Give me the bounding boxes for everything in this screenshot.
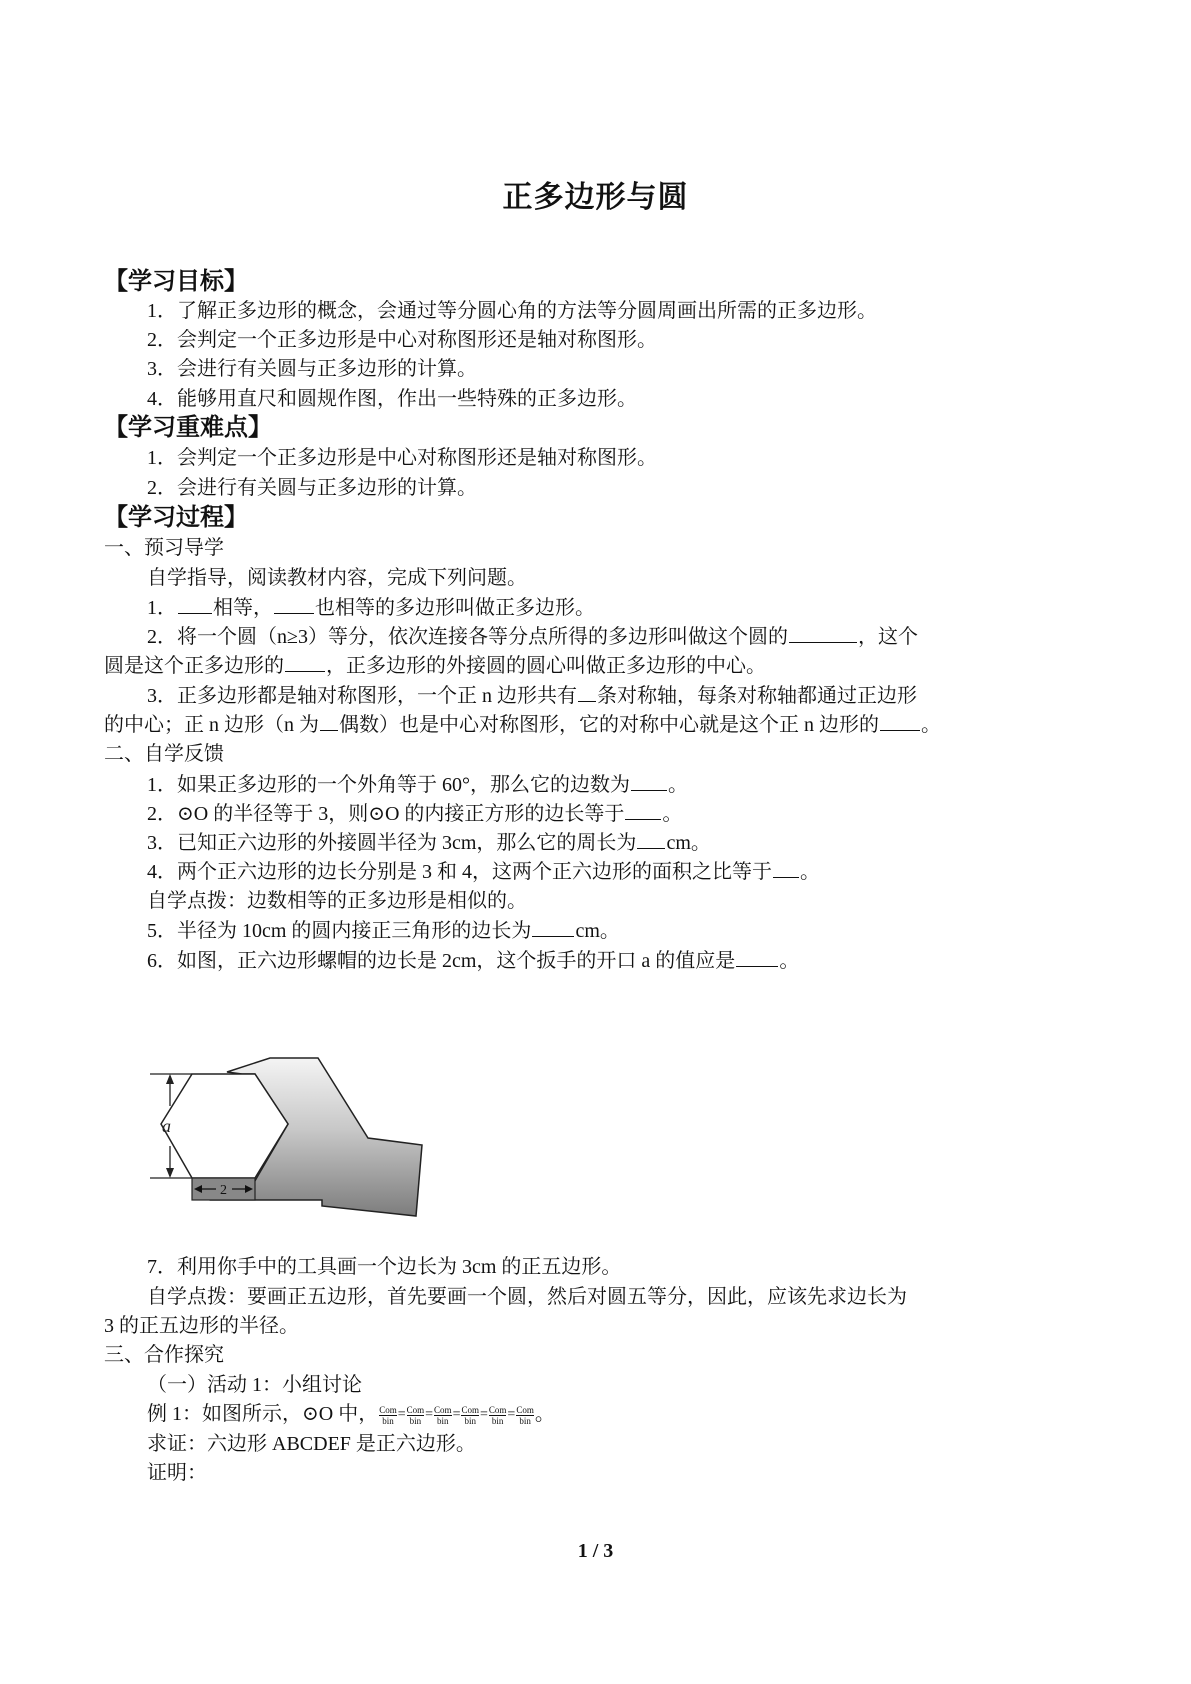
part2-heading: 二、自学反馈 <box>104 743 224 765</box>
part3-example: 例 1：如图所示，⊙O 中， $\frac{\text{Com}}{\text{bin}}$ = $\frac{\text{Com}}{\text{bin}}$ = $\frac{\text{Com}}{\text{bin}}$ = $\frac{\text{Com}}{\text{bin}}$ = $\frac{\text{Com}}{\text{bin}}$ = $\frac{\text{Com}}{\text{bin}}$ 。 <box>147 1403 555 1426</box>
part1-q1 <box>147 593 595 622</box>
q3-text: 。 <box>921 714 941 736</box>
part2-tip1: 自学点拨：边数相等的正多边形是相似的。 <box>147 890 527 912</box>
part2-q3 <box>147 828 711 857</box>
key-point-item: 2．会进行有关圆与正多边形的计算。 <box>147 477 477 499</box>
part2-q1 <box>147 770 688 799</box>
part1-q3-line1 <box>147 681 917 710</box>
example-text: 例 1：如图所示，⊙O 中， <box>147 1403 379 1425</box>
objectives-heading: 【学习目标】 <box>104 269 248 295</box>
part1-q3-line2 <box>104 710 941 739</box>
part3-prove: 求证：六边形 ABCDEF 是正六边形。 <box>147 1433 476 1455</box>
question-text: 。 <box>668 774 688 796</box>
answer-blank[interactable] <box>625 799 661 820</box>
answer-blank[interactable] <box>736 946 778 967</box>
part2-tip2-line2: 3 的正五边形的半径。 <box>104 1315 299 1337</box>
key-point-item: 1．会判定一个正多边形是中心对称图形还是轴对称图形。 <box>147 447 657 469</box>
question-text: cm。 <box>575 920 620 942</box>
objective-item: 3．会进行有关圆与正多边形的计算。 <box>147 358 477 380</box>
page-number: 1 / 3 <box>577 1540 614 1562</box>
arc-fraction: $\frac{\text{Com}}{\text{bin}}$ <box>461 1404 479 1426</box>
part1-q2-line2 <box>104 651 766 680</box>
q1-suffix: 也相等的多边形叫做正多边形。 <box>315 597 595 619</box>
arc-fraction: $\frac{\text{Com}}{\text{bin}}$ <box>406 1404 425 1426</box>
objective-item: 2．会判定一个正多边形是中心对称图形还是轴对称图形。 <box>147 329 657 351</box>
example-text: 。 <box>534 1403 555 1425</box>
question-text: 5．半径为 10cm 的圆内接正三角形的边长为 <box>147 920 532 942</box>
answer-blank[interactable] <box>274 593 314 614</box>
arc-fraction: $\frac{\text{Com}}{\text{bin}}$ <box>516 1404 534 1426</box>
question-text: 。 <box>662 803 683 825</box>
q3-text: 的中心；正 n 边形（n 为 <box>104 714 319 736</box>
part2-tip2-line1: 自学点拨：要画正五边形，首先要画一个圆，然后对圆五等分，因此，应该先求边长为 <box>147 1286 907 1308</box>
part2-q7: 7．利用你手中的工具画一个边长为 3cm 的正五边形。 <box>147 1256 622 1278</box>
process-heading: 【学习过程】 <box>104 505 248 531</box>
answer-blank[interactable] <box>178 593 212 614</box>
q1-prefix: 1． <box>147 597 177 619</box>
part2-q4 <box>147 857 820 886</box>
question-text: 。 <box>800 861 820 883</box>
answer-blank[interactable] <box>285 651 325 672</box>
label-a: a <box>162 1116 171 1136</box>
question-text: 2．⊙O 的半径等于 3，则⊙O 的内接正方形的边长等于 <box>147 803 625 825</box>
answer-blank[interactable] <box>880 710 920 731</box>
label-side: 2 <box>220 1183 227 1198</box>
arc-fraction: $\frac{\text{Com}}{\text{bin}}$ <box>488 1404 507 1426</box>
wrench-diagram-icon <box>150 1048 440 1228</box>
part2-q2 <box>147 799 682 828</box>
question-text: 6．如图，正六边形螺帽的边长是 2cm，这个扳手的开口 a 的值应是 <box>147 950 736 972</box>
part2-q5 <box>147 916 620 945</box>
answer-blank[interactable] <box>320 710 338 731</box>
q2-text: ，正多边形的外接圆的圆心叫做正多边形的中心。 <box>326 655 766 677</box>
page-title: 正多边形与圆 <box>502 181 689 214</box>
answer-blank[interactable] <box>532 916 574 937</box>
part3-proof: 证明： <box>147 1462 207 1484</box>
q1-mid: 相等， <box>213 597 273 619</box>
objective-item: 4．能够用直尺和圆规作图，作出一些特殊的正多边形。 <box>147 388 637 410</box>
question-text: 1．如果正多边形的一个外角等于 60°，那么它的边数为 <box>147 774 630 796</box>
part1-heading: 一、预习导学 <box>104 537 224 559</box>
q2-text: 圆是这个正多边形的 <box>104 655 284 677</box>
objective-item: 1．了解正多边形的概念，会通过等分圆心角的方法等分圆周画出所需的正多边形。 <box>147 300 877 322</box>
question-text: 3．已知正六边形的外接圆半径为 3cm，那么它的周长为 <box>147 832 637 854</box>
part1-q2-line1 <box>147 622 918 651</box>
part2-q6 <box>147 946 799 975</box>
question-text: cm。 <box>666 832 711 854</box>
q2-text: ，这个 <box>857 626 918 648</box>
wrench-hexagon-figure <box>150 1048 440 1228</box>
question-text: 4．两个正六边形的边长分别是 3 和 4，这两个正六边形的面积之比等于 <box>147 861 772 883</box>
part1-intro: 自学指导，阅读教材内容，完成下列问题。 <box>147 567 527 589</box>
answer-blank[interactable] <box>773 857 799 878</box>
key-points-heading: 【学习重难点】 <box>104 415 272 441</box>
part3-heading: 三、合作探究 <box>104 1344 224 1366</box>
arc-fraction: $\frac{\text{Com}}{\text{bin}}$ <box>434 1404 452 1426</box>
q2-text: 2．将一个圆（n≥3）等分，依次连接各等分点所得的多边形叫做这个圆的 <box>147 626 788 648</box>
answer-blank[interactable] <box>631 770 667 791</box>
q3-text: 偶数）也是中心对称图形，它的对称中心就是这个正 n 边形的 <box>339 714 879 736</box>
arc-fraction: $\frac{\text{Com}}{\text{bin}}$ <box>379 1404 397 1426</box>
answer-blank[interactable] <box>637 828 665 849</box>
answer-blank[interactable] <box>578 681 596 702</box>
answer-blank[interactable] <box>789 622 857 643</box>
question-text: 。 <box>779 950 800 972</box>
part3-activity: （一）活动 1：小组讨论 <box>147 1374 362 1396</box>
q3-text: 条对称轴，每条对称轴都通过正边形 <box>597 685 917 707</box>
q3-text: 3．正多边形都是轴对称图形，一个正 n 边形共有 <box>147 685 577 707</box>
